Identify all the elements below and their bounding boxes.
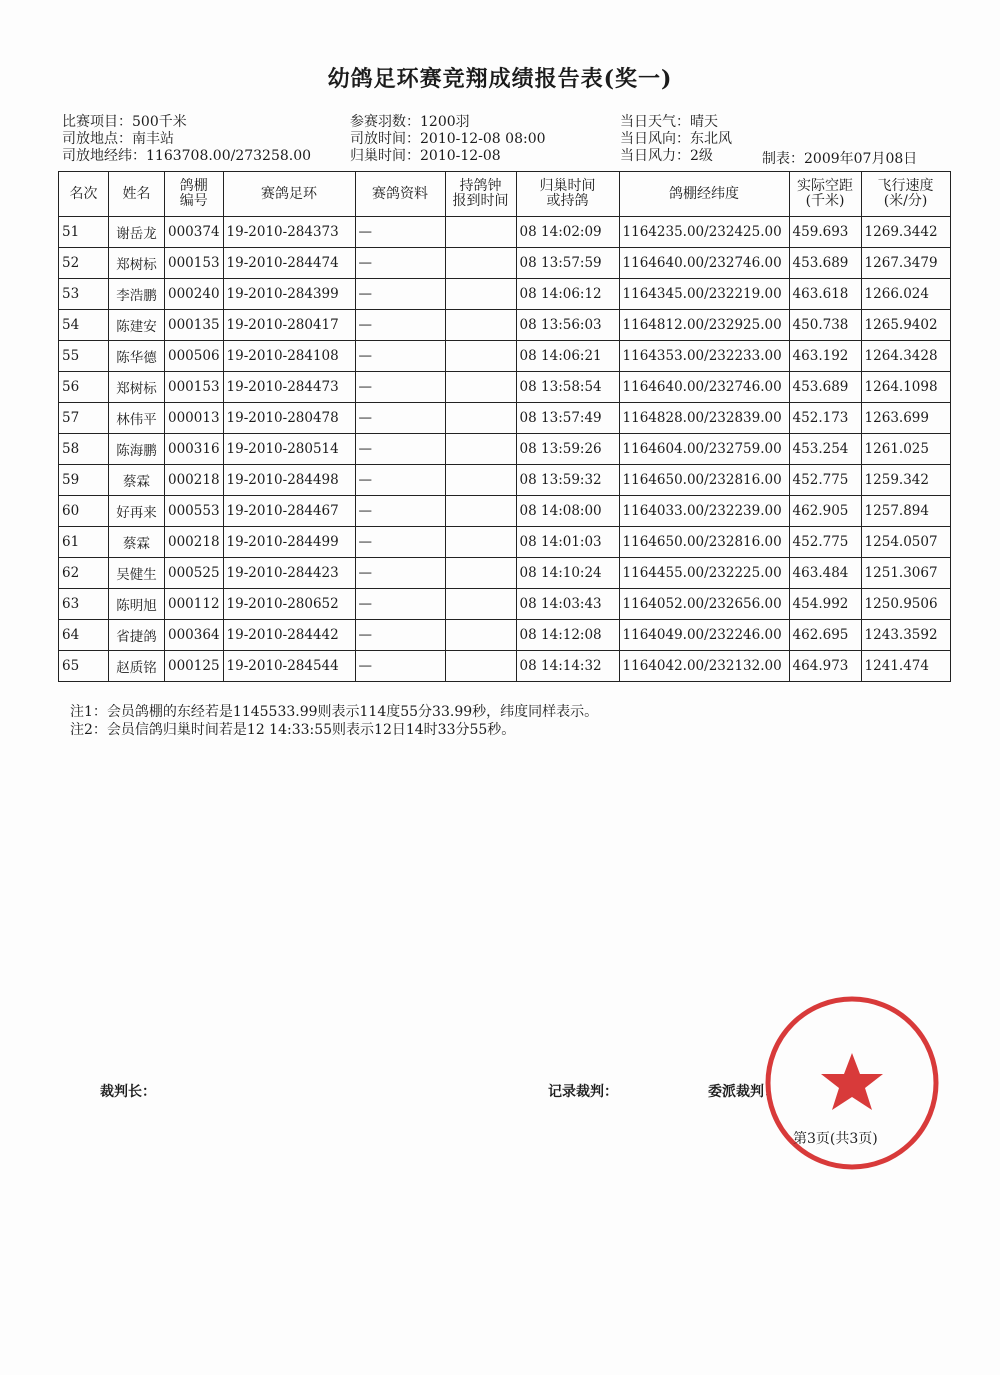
table-row	[59, 372, 951, 403]
table-cell: 452.173	[789, 403, 861, 434]
table-cell: 63	[59, 589, 109, 620]
table-cell: 赵质铭	[109, 651, 165, 682]
table-cell: 000218	[165, 527, 224, 558]
table-cell: —	[355, 310, 445, 341]
table-cell: 08 14:03:43	[516, 589, 619, 620]
table-cell: 19-2010-284498	[223, 465, 355, 496]
meta-wind-direction: 当日风向：东北风	[620, 131, 732, 147]
table-cell: 454.992	[789, 589, 861, 620]
table-cell: 19-2010-284108	[223, 341, 355, 372]
table-cell: 53	[59, 279, 109, 310]
column-header: 赛鸽足环	[223, 172, 355, 217]
column-header: 持鸽钟 报到时间	[445, 172, 516, 217]
column-header: 鸽棚经纬度	[619, 172, 789, 217]
table-cell: 08 13:57:59	[516, 248, 619, 279]
table-row	[59, 248, 951, 279]
table-cell: 08 13:56:03	[516, 310, 619, 341]
table-cell: 57	[59, 403, 109, 434]
table-cell: 08 14:12:08	[516, 620, 619, 651]
table-cell: 陈明旭	[109, 589, 165, 620]
table-cell: 453.254	[789, 434, 861, 465]
table-cell: 08 14:10:24	[516, 558, 619, 589]
table-cell: 陈华德	[109, 341, 165, 372]
table-cell: 1164828.00/232839.00	[619, 403, 789, 434]
table-cell: 19-2010-280514	[223, 434, 355, 465]
recording-referee-label: 记录裁判：	[548, 1084, 618, 1100]
table-row	[59, 341, 951, 372]
table-cell	[445, 372, 516, 403]
table-cell: 61	[59, 527, 109, 558]
table-cell: 000153	[165, 372, 224, 403]
table-cell	[445, 434, 516, 465]
meta-release-coordinates: 司放地经纬：1163708.00/273258.00	[62, 148, 312, 164]
page-number: 第3页(共3页)	[793, 1131, 878, 1147]
table-cell: 08 14:06:12	[516, 279, 619, 310]
table-cell: —	[355, 558, 445, 589]
table-cell: 陈海鹏	[109, 434, 165, 465]
table-cell: 08 13:57:49	[516, 403, 619, 434]
table-cell: 1266.024	[861, 279, 950, 310]
table-cell: —	[355, 217, 445, 248]
table-cell: 462.905	[789, 496, 861, 527]
table-cell: 19-2010-280478	[223, 403, 355, 434]
note-2: 注2：会员信鸽归巢时间若是12 14:33:55则表示12日14时33分55秒。	[70, 722, 516, 738]
table-cell: 62	[59, 558, 109, 589]
column-header: 归巢时间 或持鸽	[516, 172, 619, 217]
table-cell: 464.973	[789, 651, 861, 682]
table-cell: 1251.3067	[861, 558, 950, 589]
table-cell: 1264.3428	[861, 341, 950, 372]
meta-release-site: 司放地点：南丰站	[62, 131, 174, 147]
table-cell: 林伟平	[109, 403, 165, 434]
table-cell: 李浩鹏	[109, 279, 165, 310]
table-cell: 1261.025	[861, 434, 950, 465]
meta-column-3	[620, 114, 732, 165]
results-table	[58, 171, 951, 682]
table-cell: 19-2010-284467	[223, 496, 355, 527]
table-cell: —	[355, 527, 445, 558]
table-cell: 000135	[165, 310, 224, 341]
table-cell	[445, 465, 516, 496]
chief-referee-label: 裁判长：	[100, 1084, 156, 1100]
notes	[70, 703, 598, 739]
table-cell: 60	[59, 496, 109, 527]
report-title: 幼鸽足环赛竞翔成绩报告表(奖一)	[327, 66, 673, 92]
table-cell: 好再来	[109, 496, 165, 527]
table-row	[59, 217, 951, 248]
table-cell	[445, 341, 516, 372]
table-cell: 453.689	[789, 248, 861, 279]
table-cell: 000218	[165, 465, 224, 496]
table-cell	[445, 620, 516, 651]
table-cell: 450.738	[789, 310, 861, 341]
table-row	[59, 279, 951, 310]
table-header	[59, 172, 951, 217]
table-cell: —	[355, 589, 445, 620]
table-cell	[445, 310, 516, 341]
table-cell: 000525	[165, 558, 224, 589]
table-cell: 1263.699	[861, 403, 950, 434]
table-cell: 19-2010-284499	[223, 527, 355, 558]
table-cell: 1250.9506	[861, 589, 950, 620]
table-cell: 51	[59, 217, 109, 248]
table-cell: 1164650.00/232816.00	[619, 465, 789, 496]
table-cell: 1164042.00/232132.00	[619, 651, 789, 682]
table-cell: 459.693	[789, 217, 861, 248]
table-cell: —	[355, 372, 445, 403]
table-row	[59, 620, 951, 651]
table-cell: 08 14:08:00	[516, 496, 619, 527]
table-cell: —	[355, 403, 445, 434]
column-header: 鸽棚 编号	[165, 172, 224, 217]
table-row	[59, 465, 951, 496]
meta-column-1	[62, 114, 311, 165]
seal-star-icon	[821, 1053, 883, 1110]
meta-return-time: 归巢时间：2010-12-08	[350, 148, 501, 164]
table-cell	[445, 248, 516, 279]
table-row	[59, 558, 951, 589]
delegated-referee-label: 委派裁判：	[708, 1084, 778, 1100]
table-cell: 19-2010-280417	[223, 310, 355, 341]
table-cell: 19-2010-284373	[223, 217, 355, 248]
table-cell: 谢岳龙	[109, 217, 165, 248]
column-header: 名次	[59, 172, 109, 217]
table-cell: 64	[59, 620, 109, 651]
table-cell: 000240	[165, 279, 224, 310]
table-cell: 蔡霖	[109, 527, 165, 558]
table-cell: 463.484	[789, 558, 861, 589]
table-cell: 08 13:58:54	[516, 372, 619, 403]
table-cell: 000364	[165, 620, 224, 651]
table-cell	[445, 527, 516, 558]
table-cell: 1265.9402	[861, 310, 950, 341]
table-cell: 1164353.00/232233.00	[619, 341, 789, 372]
column-header: 赛鸽资料	[355, 172, 445, 217]
table-cell: 吴健生	[109, 558, 165, 589]
table-cell: 000374	[165, 217, 224, 248]
table-cell: 000112	[165, 589, 224, 620]
table-cell: 000153	[165, 248, 224, 279]
column-header: 飞行速度 (米/分)	[861, 172, 950, 217]
table-cell: 19-2010-284473	[223, 372, 355, 403]
table-cell: 1164455.00/232225.00	[619, 558, 789, 589]
table-cell: 65	[59, 651, 109, 682]
table-cell: 19-2010-284474	[223, 248, 355, 279]
table-cell	[445, 589, 516, 620]
table-cell: 1264.1098	[861, 372, 950, 403]
table-cell: 1257.894	[861, 496, 950, 527]
table-cell: 08 14:02:09	[516, 217, 619, 248]
table-cell: 52	[59, 248, 109, 279]
table-cell: 08 14:06:21	[516, 341, 619, 372]
table-cell: 59	[59, 465, 109, 496]
table-cell: 08 13:59:26	[516, 434, 619, 465]
table-cell: 000506	[165, 341, 224, 372]
table-cell: 1164235.00/232425.00	[619, 217, 789, 248]
table-row	[59, 496, 951, 527]
table-row	[59, 434, 951, 465]
table-row	[59, 527, 951, 558]
table-cell: —	[355, 434, 445, 465]
table-cell	[445, 279, 516, 310]
table-cell: 000125	[165, 651, 224, 682]
column-header: 姓名	[109, 172, 165, 217]
table-cell: 55	[59, 341, 109, 372]
table-cell	[445, 217, 516, 248]
meta-event: 比赛项目：500千米	[62, 114, 187, 130]
table-cell: 19-2010-284399	[223, 279, 355, 310]
table-cell: 463.618	[789, 279, 861, 310]
club-seal-stamp	[757, 988, 947, 1178]
table-cell: 1243.3592	[861, 620, 950, 651]
table-cell: 58	[59, 434, 109, 465]
table-cell: 1164640.00/232746.00	[619, 372, 789, 403]
table-cell: 郑树标	[109, 248, 165, 279]
table-cell: 陈建安	[109, 310, 165, 341]
table-cell: 蔡霖	[109, 465, 165, 496]
table-cell: 08 14:14:32	[516, 651, 619, 682]
table-cell: 462.695	[789, 620, 861, 651]
table-cell: 1164640.00/232746.00	[619, 248, 789, 279]
table-cell: 19-2010-280652	[223, 589, 355, 620]
table-cell: 452.775	[789, 527, 861, 558]
table-cell: —	[355, 465, 445, 496]
table-cell: 1241.474	[861, 651, 950, 682]
table-cell: —	[355, 620, 445, 651]
table-cell: 1164049.00/232246.00	[619, 620, 789, 651]
table-cell: 1164033.00/232239.00	[619, 496, 789, 527]
table-cell: 000316	[165, 434, 224, 465]
table-cell	[445, 651, 516, 682]
table-cell	[445, 403, 516, 434]
column-header: 实际空距 (千米)	[789, 172, 861, 217]
table-row	[59, 651, 951, 682]
table-cell: 000013	[165, 403, 224, 434]
table-cell: 19-2010-284544	[223, 651, 355, 682]
table-cell: 08 14:01:03	[516, 527, 619, 558]
table-cell: 1164604.00/232759.00	[619, 434, 789, 465]
meta-column-2	[350, 114, 546, 165]
table-row	[59, 403, 951, 434]
table-cell: —	[355, 651, 445, 682]
table-cell: 1164812.00/232925.00	[619, 310, 789, 341]
table-row	[59, 589, 951, 620]
table-cell: 1164052.00/232656.00	[619, 589, 789, 620]
table-cell: 1254.0507	[861, 527, 950, 558]
meta-wind-force: 当日风力：2级	[620, 148, 713, 164]
meta-entries: 参赛羽数：1200羽	[350, 114, 470, 130]
table-cell: 郑树标	[109, 372, 165, 403]
table-cell: 56	[59, 372, 109, 403]
note-1: 注1：会员鸽棚的东经若是1145533.99则表示114度55分33.99秒，纬度同样表示。	[70, 704, 599, 720]
table-cell: 08 13:59:32	[516, 465, 619, 496]
table-cell: 463.192	[789, 341, 861, 372]
table-cell: 19-2010-284423	[223, 558, 355, 589]
table-cell: 1267.3479	[861, 248, 950, 279]
table-cell: 省捷鸽	[109, 620, 165, 651]
table-cell: 1269.3442	[861, 217, 950, 248]
table-cell: —	[355, 279, 445, 310]
table-cell: 452.775	[789, 465, 861, 496]
table-cell: 1164345.00/232219.00	[619, 279, 789, 310]
table-body	[59, 217, 951, 682]
table-cell	[445, 496, 516, 527]
table-cell: 54	[59, 310, 109, 341]
table-cell: —	[355, 248, 445, 279]
table-cell: 19-2010-284442	[223, 620, 355, 651]
table-cell: —	[355, 496, 445, 527]
table-row	[59, 310, 951, 341]
table-cell	[445, 558, 516, 589]
table-cell: 453.689	[789, 372, 861, 403]
table-cell: 1259.342	[861, 465, 950, 496]
table-cell: —	[355, 341, 445, 372]
meta-release-time: 司放时间：2010-12-08 08:00	[350, 131, 546, 147]
table-cell: 000553	[165, 496, 224, 527]
meta-weather: 当日天气：晴天	[620, 114, 718, 130]
table-cell: 1164650.00/232816.00	[619, 527, 789, 558]
made-date: 制表：2009年07月08日	[762, 151, 918, 167]
